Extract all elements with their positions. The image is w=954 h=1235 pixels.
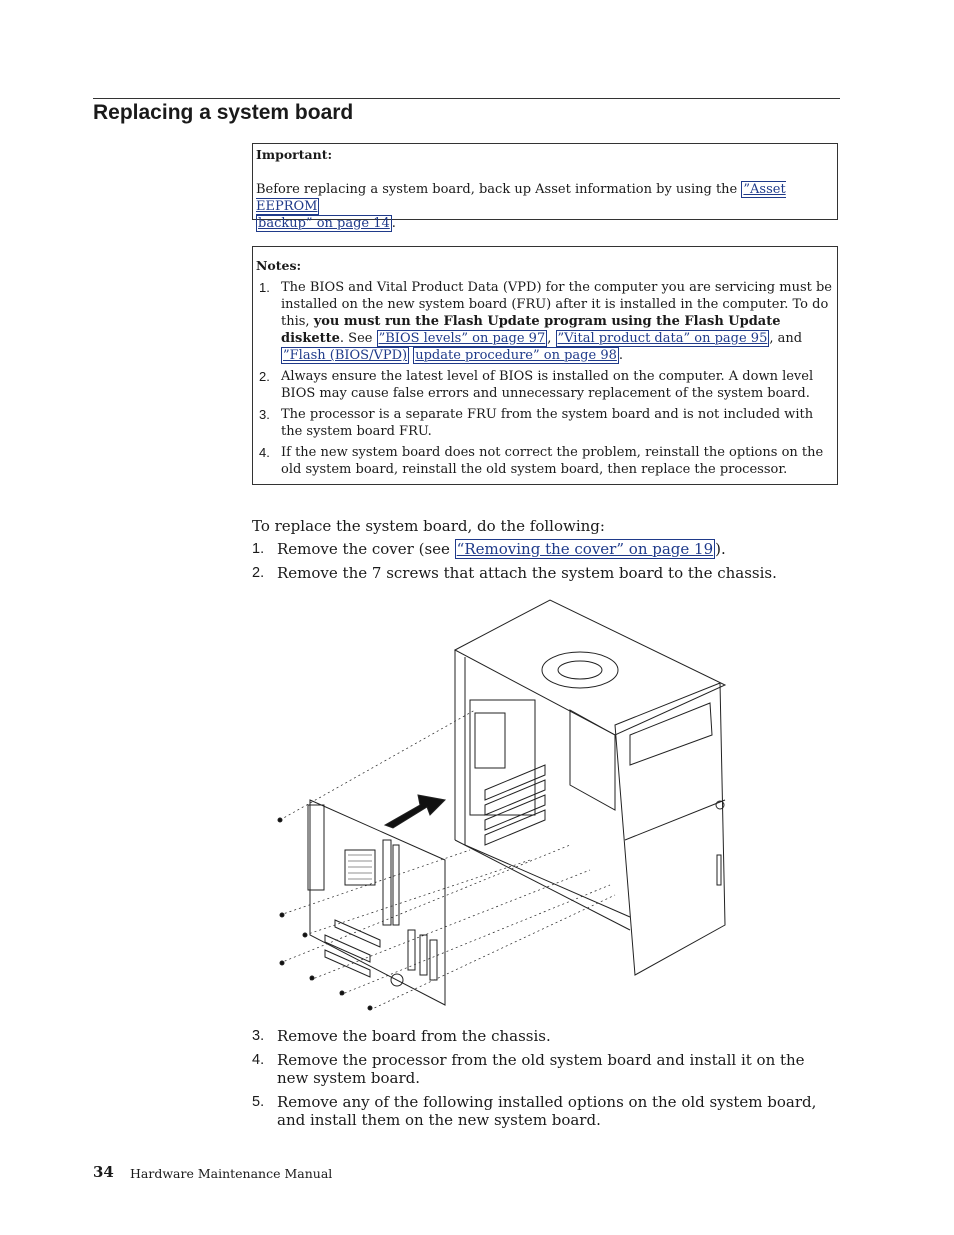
chassis-top-panel	[455, 600, 725, 735]
chassis-edge	[465, 845, 630, 917]
guide-line	[305, 860, 530, 935]
important-text: Before replacing a system board, back up Asset information by using the ”Asset EEPROM backup” on page 14 .	[256, 182, 786, 231]
page-title: Replacing a system board	[93, 101, 354, 124]
floppy-connector	[430, 940, 437, 980]
memory-slot	[393, 845, 399, 925]
rear-panel	[570, 710, 615, 810]
note-item: 3. The processor is a separate FRU from the system board and is not included with the system board FRU.	[259, 407, 814, 439]
important-box	[252, 143, 838, 231]
guide-line	[310, 870, 590, 980]
notes-label: Notes:	[256, 258, 302, 273]
step-item: 4. Remove the processor from the old system board and install it on the new system board.	[252, 1051, 805, 1087]
heading-rule	[93, 98, 840, 99]
step-item: 3. Remove the board from the chassis.	[252, 1027, 551, 1045]
flash-bios-link-cont[interactable]: update procedure” on page 98	[415, 348, 617, 363]
screw	[280, 913, 284, 917]
screw	[368, 1006, 372, 1010]
asset-eeprom-link-cont[interactable]: backup” on page 14	[258, 216, 390, 231]
expansion-slot	[485, 780, 545, 815]
notes-box	[252, 246, 838, 485]
bezel-divider	[625, 800, 725, 840]
removing-cover-link[interactable]: “Removing the cover” on page 19	[456, 540, 714, 558]
vital-product-data-link[interactable]: ”Vital product data” on page 95	[557, 331, 768, 346]
step-item: 5. Remove any of the following installed options on the old system board, and install them on the new system board.	[252, 1093, 817, 1129]
removal-arrow	[385, 795, 445, 828]
step-item: 1. Remove the cover (see “Removing the cover” on page 19 ).	[252, 540, 726, 558]
chassis-edge	[455, 840, 630, 930]
chassis-handle	[542, 652, 618, 688]
front-bezel	[615, 683, 725, 975]
chassis-handle-inner	[558, 661, 602, 679]
expansion-slot	[485, 795, 545, 830]
note-item: 2. Always ensure the latest level of BIOS is installed on the computer. A down level BIOS may cause false errors and unnecessary replacement of the system board.	[259, 369, 814, 401]
guide-line	[280, 710, 475, 820]
drive-bay-opening	[475, 713, 505, 768]
system-board	[310, 800, 445, 1005]
screw	[303, 933, 307, 937]
screw	[310, 976, 314, 980]
flash-bios-link[interactable]: ”Flash (BIOS/VPD)	[283, 348, 408, 363]
memory-slot	[383, 840, 391, 925]
optical-drive	[630, 703, 712, 765]
note-item: 4. If the new system board does not correct the problem, reinstall the options on the old system board, reinstall the old system board, then replace the processor.	[259, 445, 824, 477]
intro-text: To replace the system board, do the following:	[252, 517, 605, 535]
page-number: 34	[93, 1163, 114, 1181]
guide-line	[370, 895, 615, 1010]
ide-connector	[420, 935, 427, 975]
ide-connector	[408, 930, 415, 970]
bios-levels-link[interactable]: ”BIOS levels” on page 97	[378, 331, 546, 346]
screw	[278, 818, 282, 822]
system-board-removal-figure	[270, 595, 730, 1015]
asset-eeprom-link[interactable]: ”Asset EEPROM	[256, 182, 786, 214]
screw	[340, 991, 344, 995]
floppy-slot	[717, 855, 721, 885]
manual-title: Hardware Maintenance Manual	[130, 1166, 333, 1181]
note-item: 1. The BIOS and Vital Product Data (VPD) for the computer you are servicing must be installed on the new system board (FRU) after it is installed in the computer. To do this, you must run the Flash Update program using the Flash Update diskette. See ”BIOS levels” on page 97 , ”Vital product data” on page 95 , and ”Flash (BIOS/VPD) update procedure” on page 98 .	[259, 280, 833, 363]
step-item: 2. Remove the 7 screws that attach the system board to the chassis.	[252, 564, 777, 582]
expansion-slot	[485, 765, 545, 800]
screw	[280, 961, 284, 965]
important-label: Important:	[256, 147, 333, 162]
